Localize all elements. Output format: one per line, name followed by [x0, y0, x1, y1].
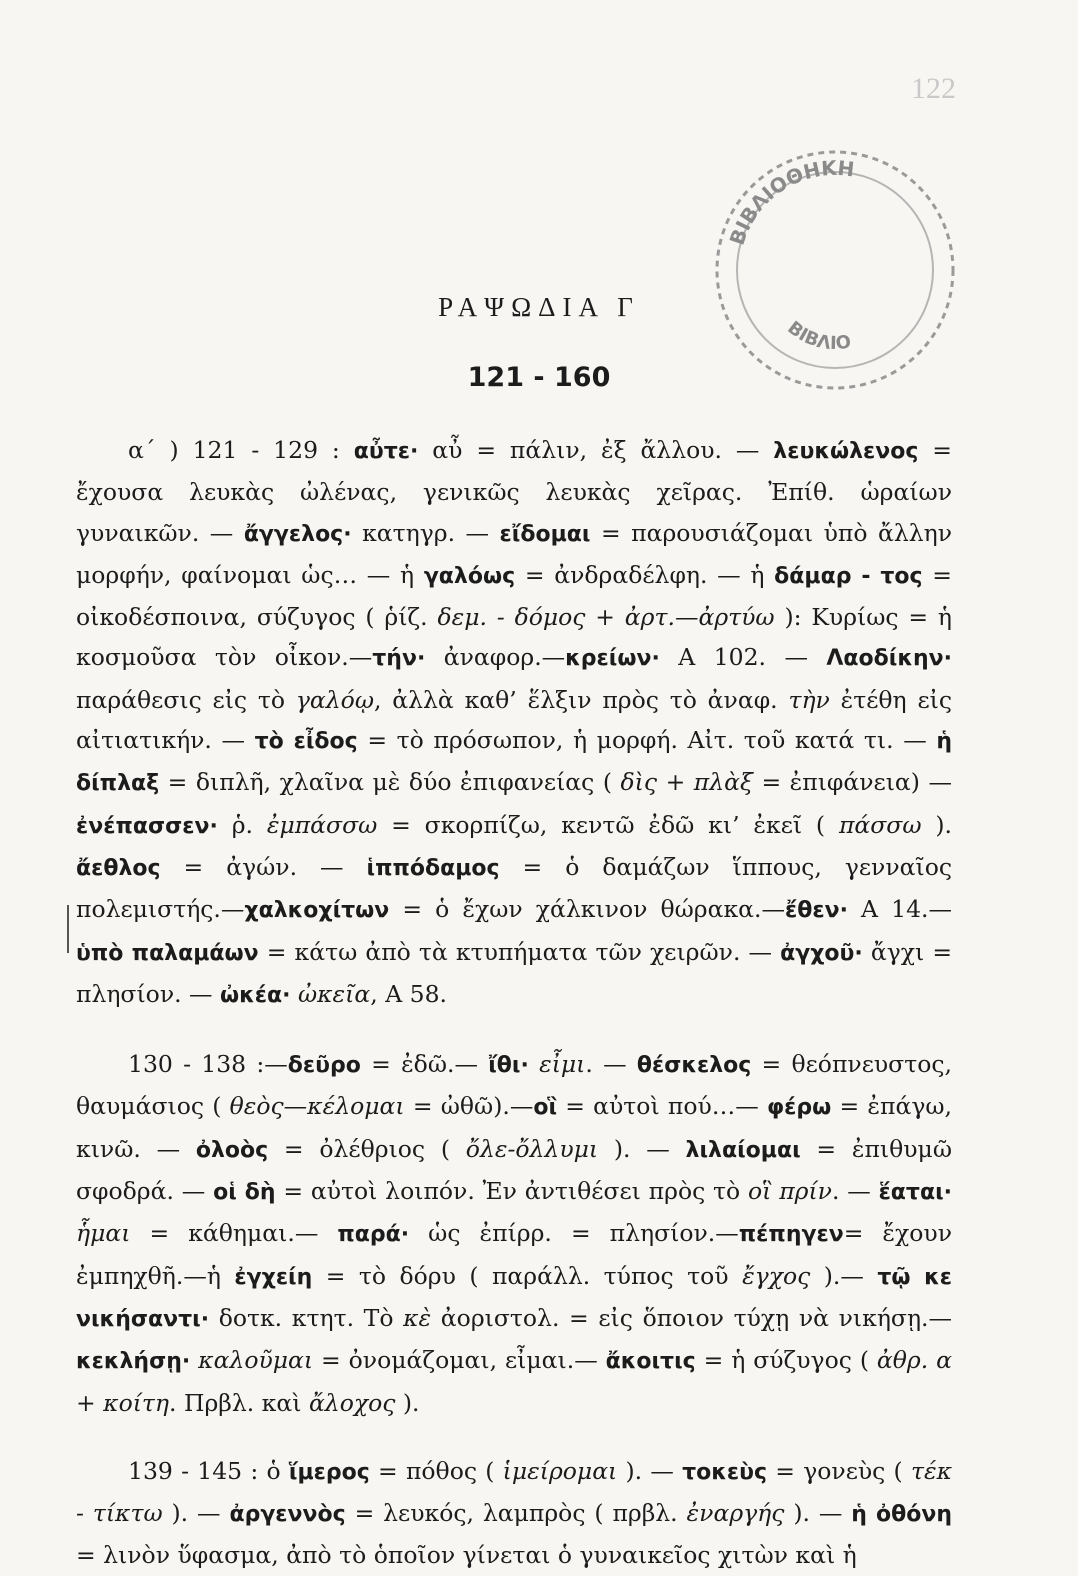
lemma-term: χαλκοχίτων: [244, 898, 390, 924]
gloss-text: = λευκός, λαμπρὸς ( πρβλ.: [345, 1499, 687, 1528]
gloss-text: ὡς ἐπίρρ. = πλησίον.—: [409, 1219, 739, 1248]
lemma-term: ἀργεννὸς: [229, 1502, 346, 1528]
gloss-text: ἀναφορ.—: [425, 643, 566, 672]
gloss-text: = ἐδῶ.—: [360, 1050, 489, 1079]
etymology-text: καλοῦμαι: [198, 1346, 314, 1375]
gloss-text: = παρουσιάζομαι ὑπὸ ἄλλην μορφήν, φαίνομαι ὡς… — ἡ: [76, 518, 952, 589]
page-number: 122: [911, 72, 956, 105]
gloss-text: = ὀνομάζομαι, εἶμαι.—: [313, 1346, 606, 1375]
gloss-text: = ἐπάγω, κινῶ. —: [76, 1092, 953, 1163]
etymology-text: οἳ πρίν: [748, 1177, 832, 1206]
lemma-term: ἄεθλος: [76, 855, 161, 881]
lemma-term: ὑπὸ παλαμάων: [76, 940, 259, 966]
gloss-text: ἐτέθη εἰς αἰτιατικήν. —: [76, 685, 952, 755]
lemma-term: ἐνέπασσεν·: [76, 813, 218, 839]
paragraph-121-129: [76, 430, 952, 1016]
gloss-text: [291, 980, 298, 1008]
lemma-term: εἴδομαι: [499, 521, 591, 547]
lemma-term: πέπηγεν: [738, 1222, 844, 1248]
gloss-text: 139 - 145 : ὁ: [128, 1456, 289, 1485]
gloss-text: = οἰκοδέσποινα, σύζυγος ( ῥίζ.: [76, 560, 952, 632]
gloss-text: = αὐτοὶ πού…—: [557, 1092, 767, 1121]
lemma-term: θέσκελος: [636, 1053, 752, 1079]
gloss-text: = ἀγών. —: [160, 852, 367, 881]
etymology-text: θεὸς—κέλομαι: [229, 1092, 405, 1121]
gloss-text: = γονεὺς (: [767, 1456, 911, 1485]
gloss-text: = διπλῆ, χλαῖνα μὲ δύο ἐπιφανείας (: [159, 768, 621, 797]
lemma-term: οἳ: [533, 1095, 558, 1121]
etymology-text: ὠκεῖα: [297, 979, 371, 1008]
etymology-text: ἧμαι: [76, 1219, 131, 1248]
gloss-text: ). —: [598, 1134, 686, 1163]
commentary-body: [76, 430, 952, 1576]
gloss-text: = ἐπιθυμῶ σφοδρά. —: [76, 1134, 952, 1206]
gloss-text: . —: [585, 1050, 637, 1079]
paragraph-130-138: [76, 1044, 952, 1423]
gloss-text: ). —: [784, 1499, 852, 1528]
gloss-text: = ἀνδραδέλφη. — ἡ: [515, 560, 775, 589]
gloss-text: κατηγρ. —: [351, 518, 500, 547]
gloss-text: = ὀλέθριος (: [268, 1134, 466, 1163]
verse-range: 121 - 160: [467, 362, 611, 393]
gloss-text: . —: [831, 1177, 879, 1206]
gloss-text: = τὸ πρόσωπον, ἡ μορφή. Αἰτ. τοῦ κατά τι. —: [357, 726, 937, 755]
lemma-term: ἕαται·: [878, 1180, 953, 1206]
etymology-text: ἐναργής: [686, 1499, 785, 1528]
gloss-text: = πόθος (: [369, 1456, 503, 1485]
gloss-text: [529, 1050, 539, 1078]
gloss-text: = ὁ ἔχων χάλκινον θώρακα.—: [389, 895, 786, 924]
etymology-text: ἀθρ. α + κοίτη: [76, 1346, 952, 1417]
gloss-text: ). —: [162, 1499, 230, 1528]
gloss-text: Α 102. —: [659, 643, 827, 672]
lemma-term: γαλόως: [423, 563, 516, 589]
lemma-term: ἡ δίπλαξ: [76, 729, 952, 797]
etymology-text: δεμ. - δόμος + ἀρτ.—ἀρτύω: [437, 603, 775, 632]
gloss-text: , Α 58.: [370, 979, 448, 1008]
gloss-text: ). —: [617, 1456, 683, 1485]
lemma-term: ἴθι·: [488, 1053, 529, 1079]
gloss-text: . Πρβλ. καὶ: [169, 1388, 309, 1417]
svg-text:ΒΙΒΛΙΟΘΗΚΗ: [725, 156, 856, 248]
lemma-term: λευκώλενος: [773, 439, 919, 464]
gloss-text: = σκορπίζω, κεντῶ ἐδῶ κι’ ἐκεῖ (: [377, 810, 839, 839]
paragraph-indent: [76, 1050, 128, 1078]
gloss-text: , ἀλλὰ καθ’ ἕλξιν πρὸς τὸ ἀναφ.: [373, 685, 789, 714]
lemma-term: Λαοδίκην·: [826, 646, 952, 672]
gloss-text: = λινὸν ὕφασμα, ἀπὸ τὸ ὁποῖον γίνεται ὁ γυναικεῖος χιτὼν καὶ ἡ: [76, 1541, 857, 1570]
paragraph-139-145: [76, 1451, 952, 1576]
lemma-term: ἔθεν·: [785, 898, 848, 924]
margin-mark: [67, 905, 69, 953]
gloss-text: αὖ = πάλιν, ἐξ ἄλλου. —: [418, 436, 774, 464]
gloss-text: Α 14.—: [847, 895, 952, 924]
gloss-text: = ὠθῶ).—: [404, 1092, 534, 1121]
etymology-text: ἱμείρομαι: [502, 1456, 618, 1485]
gloss-text: = ἔχουσα λευκὰς ὠλένας, γενικῶς λευκὰς χεῖρας. Ἐπίθ. ὡραίων γυναικῶν. —: [76, 436, 952, 547]
lemma-term: ὠκέα·: [220, 982, 291, 1008]
gloss-text: = τὸ δόρυ ( παράλλ. τύπος τοῦ: [312, 1261, 743, 1290]
stamp-text-lower: ΒΙΒΛΙΟ: [783, 317, 853, 355]
etymology-text: γαλόῳ: [295, 685, 374, 714]
lemma-term: ὀλοὸς: [195, 1137, 269, 1163]
gloss-text: = κάτω ἀπὸ τὰ κτυπήματα τῶν χειρῶν. —: [258, 937, 781, 966]
gloss-text: ἄγχι = πλησίον. —: [76, 937, 953, 1008]
lemma-term: κεκλήσῃ·: [76, 1349, 191, 1375]
gloss-text: = ἡ σύζυγος (: [695, 1346, 877, 1375]
lemma-term: ἀγχοῦ·: [780, 940, 863, 966]
lemma-term: ἐγχείη: [234, 1264, 313, 1290]
etymology-text: ἔγχος: [742, 1261, 811, 1290]
gloss-text: α΄ ) 121 - 129 :: [128, 436, 354, 464]
lemma-term: λιλαίομαι: [685, 1137, 801, 1163]
gloss-text: ): Κυρίως = ἡ κοσμοῦσα τὸν οἶκον.—: [76, 603, 953, 672]
gloss-text: = θεόπνευστος, θαυμάσιος (: [76, 1050, 952, 1121]
gloss-text: ).: [395, 1388, 420, 1417]
etymology-text: ἄλοχος: [308, 1388, 396, 1417]
chapter-heading: ΡΑΨΩΔΙΑ Γ: [438, 292, 640, 322]
gloss-text: [190, 1346, 198, 1374]
gloss-text: = ὁ δαμάζων ἵππους, γενναῖος πολεμιστής.—: [76, 852, 952, 924]
gloss-text: = ἐπιφάνεια) —: [752, 768, 952, 797]
etymology-text: ὄλε-ὄλλυμι: [465, 1134, 599, 1163]
lemma-term: ἄκοιτις: [605, 1349, 696, 1375]
etymology-text: πάσσω: [838, 810, 922, 839]
gloss-text: ἀοριστολ. = εἰς ὅποιον τύχῃ νὰ νικήσῃ.—: [431, 1303, 952, 1332]
etymology-text: κὲ: [403, 1303, 432, 1332]
paragraph-indent: [76, 1457, 128, 1485]
lemma-term: ἡ ὀθόνη: [851, 1502, 952, 1528]
lemma-term: ἵμερος: [288, 1459, 370, 1485]
etymology-text: τὴν: [788, 685, 830, 714]
gloss-text: παράθεσις εἰς τὸ: [76, 685, 296, 714]
gloss-text: ).—: [810, 1261, 878, 1290]
lemma-term: φέρω: [766, 1095, 832, 1121]
lemma-term: δάμαρ - τος: [774, 563, 923, 589]
lemma-term: τοκεὺς: [682, 1459, 768, 1485]
lemma-term: ἄγγελος·: [243, 521, 352, 547]
stamp-text: ΒΙΒΛΙΟΘΗΚΗ: [724, 155, 856, 248]
etymology-text: εἶμι: [539, 1050, 586, 1079]
gloss-text: = ἔχουν ἐμπηχθῆ.—ἡ: [76, 1219, 953, 1290]
paragraph-indent: [76, 436, 128, 464]
lemma-term: ἱππόδαμος: [366, 855, 500, 881]
gloss-text: ).: [921, 810, 953, 839]
lemma-term: οἱ δὴ: [213, 1180, 276, 1206]
lemma-term: αὖτε·: [353, 439, 419, 464]
lemma-term: τὸ εἶδος: [254, 729, 358, 755]
etymology-text: δὶς + πλὰξ: [620, 768, 753, 797]
etymology-text: ἐμπάσσω: [266, 810, 378, 839]
gloss-text: ῥ.: [217, 810, 267, 839]
gloss-text: 130 - 138 :—: [128, 1050, 288, 1079]
lemma-term: κρείων·: [565, 646, 660, 672]
lemma-term: δεῦρο: [287, 1053, 361, 1079]
lemma-term: παρά·: [337, 1222, 410, 1248]
lemma-term: τῷ κε νικήσαντι·: [76, 1264, 953, 1332]
gloss-text: δοτκ. κτητ. Τὸ: [209, 1303, 404, 1332]
etymology-text: τέκ - τίκτω: [76, 1456, 952, 1528]
gloss-text: = κάθημαι.—: [130, 1219, 338, 1248]
gloss-text: = αὐτοὶ λοιπόν. Ἐν ἀντιθέσει πρὸς τὸ: [275, 1177, 749, 1206]
lemma-term: τήν·: [372, 646, 426, 672]
